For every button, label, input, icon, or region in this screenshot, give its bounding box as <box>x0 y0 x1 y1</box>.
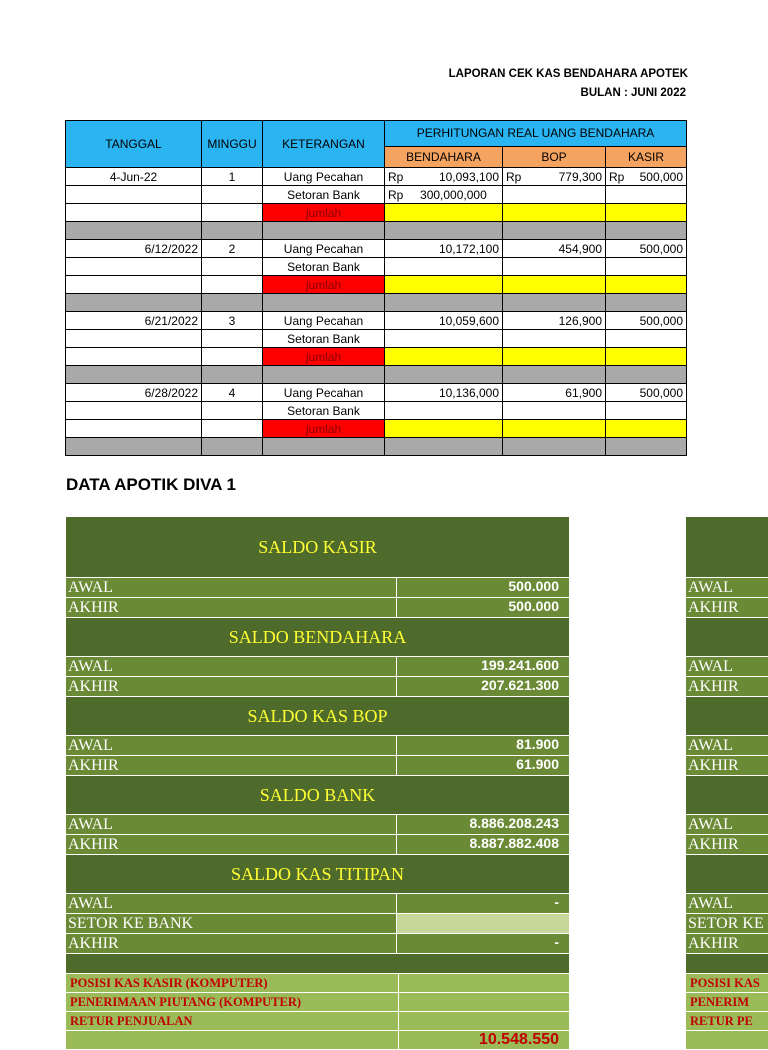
tanggal-cell: 6/12/2022 <box>66 240 202 258</box>
akhir-label: AKHIR <box>686 934 768 953</box>
bendahara-value: 10,093,100 <box>438 169 499 184</box>
saldo-bop-akhir: 61.900 <box>397 756 569 775</box>
saldo-bendahara-akhir: 207.621.300 <box>397 677 569 696</box>
awal-label: AWAL <box>686 736 768 755</box>
akhir-label: AKHIR <box>66 598 397 617</box>
header-tanggal: TANGGAL <box>66 121 202 168</box>
akhir-label: AKHIR <box>66 677 397 696</box>
header-keterangan: KETERANGAN <box>263 121 385 168</box>
keterangan-cell: Setoran Bank <box>263 330 385 348</box>
saldo-panel-cutoff <box>686 517 768 1050</box>
jumlah-cell: jumlah <box>263 348 385 366</box>
saldo-titipan-title: SALDO KAS TITIPAN <box>66 855 569 894</box>
saldo-titipan-awal: - <box>397 894 569 913</box>
bop-cell <box>503 168 606 186</box>
tanggal-cell: 4-Jun-22 <box>66 168 202 186</box>
saldo-titipan-akhir: - <box>397 934 569 953</box>
kasir-cell <box>606 168 687 186</box>
posisi-kasir-label: POSISI KAS KASIR (KOMPUTER) <box>66 974 399 992</box>
header-perhitungan: PERHITUNGAN REAL UANG BENDAHARA <box>385 121 687 147</box>
retur-label: RETUR PENJUALAN <box>66 1012 399 1030</box>
currency-label: Rp <box>506 169 522 184</box>
table-row <box>66 330 687 348</box>
keterangan-cell: Uang Pecahan <box>263 384 385 402</box>
setoran-value: 300,000,000 <box>420 187 487 202</box>
saldo-bop-awal: 81.900 <box>397 736 569 755</box>
bop-value: 454,900 <box>503 240 606 258</box>
jumlah-cell: jumlah <box>263 420 385 438</box>
retur-label: RETUR PE <box>686 1012 768 1030</box>
report-title: LAPORAN CEK KAS BENDAHARA APOTEK <box>448 68 688 80</box>
bop-value: 126,900 <box>503 312 606 330</box>
kasir-value: 500,000 <box>606 312 687 330</box>
awal-label: AWAL <box>66 815 397 834</box>
saldo-bop-title: SALDO KAS BOP <box>66 697 569 736</box>
saldo-bank-akhir: 8.887.882.408 <box>397 835 569 854</box>
table-row <box>66 402 687 420</box>
saldo-kasir-title: SALDO KASIR <box>66 517 569 578</box>
tanggal-cell: 6/21/2022 <box>66 312 202 330</box>
saldo-bank-title: SALDO BANK <box>66 776 569 815</box>
awal-label: AWAL <box>66 894 397 913</box>
header-bop: BOP <box>503 146 606 167</box>
bendahara-value: 10,136,000 <box>385 384 503 402</box>
jumlah-cell: jumlah <box>263 276 385 294</box>
setor-label: SETOR KE BANK <box>66 914 397 933</box>
awal-label: AWAL <box>686 578 768 597</box>
akhir-label: AKHIR <box>66 835 397 854</box>
section-title: DATA APOTIK DIVA 1 <box>66 475 236 494</box>
currency-label: Rp <box>609 169 625 184</box>
posisi-label: POSISI KAS <box>686 974 768 992</box>
keterangan-cell: Setoran Bank <box>263 402 385 420</box>
kasir-value: 500,000 <box>606 384 687 402</box>
header-minggu: MINGGU <box>202 121 263 168</box>
kasir-value: 500,000 <box>606 240 687 258</box>
awal-label: AWAL <box>686 894 768 913</box>
table-row <box>66 348 687 366</box>
awal-label: AWAL <box>66 736 397 755</box>
minggu-cell: 4 <box>202 384 263 402</box>
header-bendahara: BENDAHARA <box>385 146 503 167</box>
table-row <box>66 168 687 186</box>
posisi-last-value: 10.548.550 <box>399 1031 569 1049</box>
keterangan-cell: Setoran Bank <box>263 258 385 276</box>
saldo-kasir-awal: 500.000 <box>397 578 569 597</box>
table-row <box>66 312 687 330</box>
saldo-kasir-akhir: 500.000 <box>397 598 569 617</box>
akhir-label: AKHIR <box>66 756 397 775</box>
keterangan-cell: Uang Pecahan <box>263 168 385 186</box>
minggu-cell: 1 <box>202 168 263 186</box>
piutang-label: PENERIMAAN PIUTANG (KOMPUTER) <box>66 993 399 1011</box>
header-kasir: KASIR <box>606 146 687 167</box>
akhir-label: AKHIR <box>66 934 397 953</box>
table-row <box>66 186 687 204</box>
setoran-cell <box>385 186 503 204</box>
akhir-label: AKHIR <box>686 598 768 617</box>
minggu-cell: 3 <box>202 312 263 330</box>
saldo-panel <box>66 517 569 1050</box>
bop-value: 779,300 <box>558 169 602 184</box>
bendahara-value: 10,172,100 <box>385 240 503 258</box>
table-row <box>66 258 687 276</box>
table-row <box>66 276 687 294</box>
awal-label: AWAL <box>66 657 397 676</box>
saldo-bendahara-title: SALDO BENDAHARA <box>66 618 569 657</box>
bendahara-cell <box>385 168 503 186</box>
akhir-label: AKHIR <box>686 677 768 696</box>
table-row <box>66 240 687 258</box>
currency-label: Rp <box>388 169 404 184</box>
akhir-label: AKHIR <box>686 835 768 854</box>
saldo-bendahara-awal: 199.241.600 <box>397 657 569 676</box>
awal-label: AWAL <box>66 578 397 597</box>
table-row <box>66 384 687 402</box>
report-month: BULAN : JUNI 2022 <box>580 87 686 99</box>
bop-value: 61,900 <box>503 384 606 402</box>
table-row <box>66 420 687 438</box>
penerimaan-label: PENERIM <box>686 993 768 1011</box>
keterangan-cell: Uang Pecahan <box>263 240 385 258</box>
tanggal-cell: 6/28/2022 <box>66 384 202 402</box>
awal-label: AWAL <box>686 815 768 834</box>
saldo-titipan-setor <box>397 914 569 933</box>
jumlah-cell: jumlah <box>263 204 385 222</box>
akhir-label: AKHIR <box>686 756 768 775</box>
minggu-cell: 2 <box>202 240 263 258</box>
bendahara-value: 10,059,600 <box>385 312 503 330</box>
awal-label: AWAL <box>686 657 768 676</box>
setor-label: SETOR KE <box>686 914 768 933</box>
table-row <box>66 204 687 222</box>
currency-label: Rp <box>388 187 404 202</box>
kasir-value: 500,000 <box>639 169 684 184</box>
cash-check-table <box>65 120 687 456</box>
keterangan-cell: Uang Pecahan <box>263 312 385 330</box>
saldo-bank-awal: 8.886.208.243 <box>397 815 569 834</box>
keterangan-cell: Setoran Bank <box>263 186 385 204</box>
